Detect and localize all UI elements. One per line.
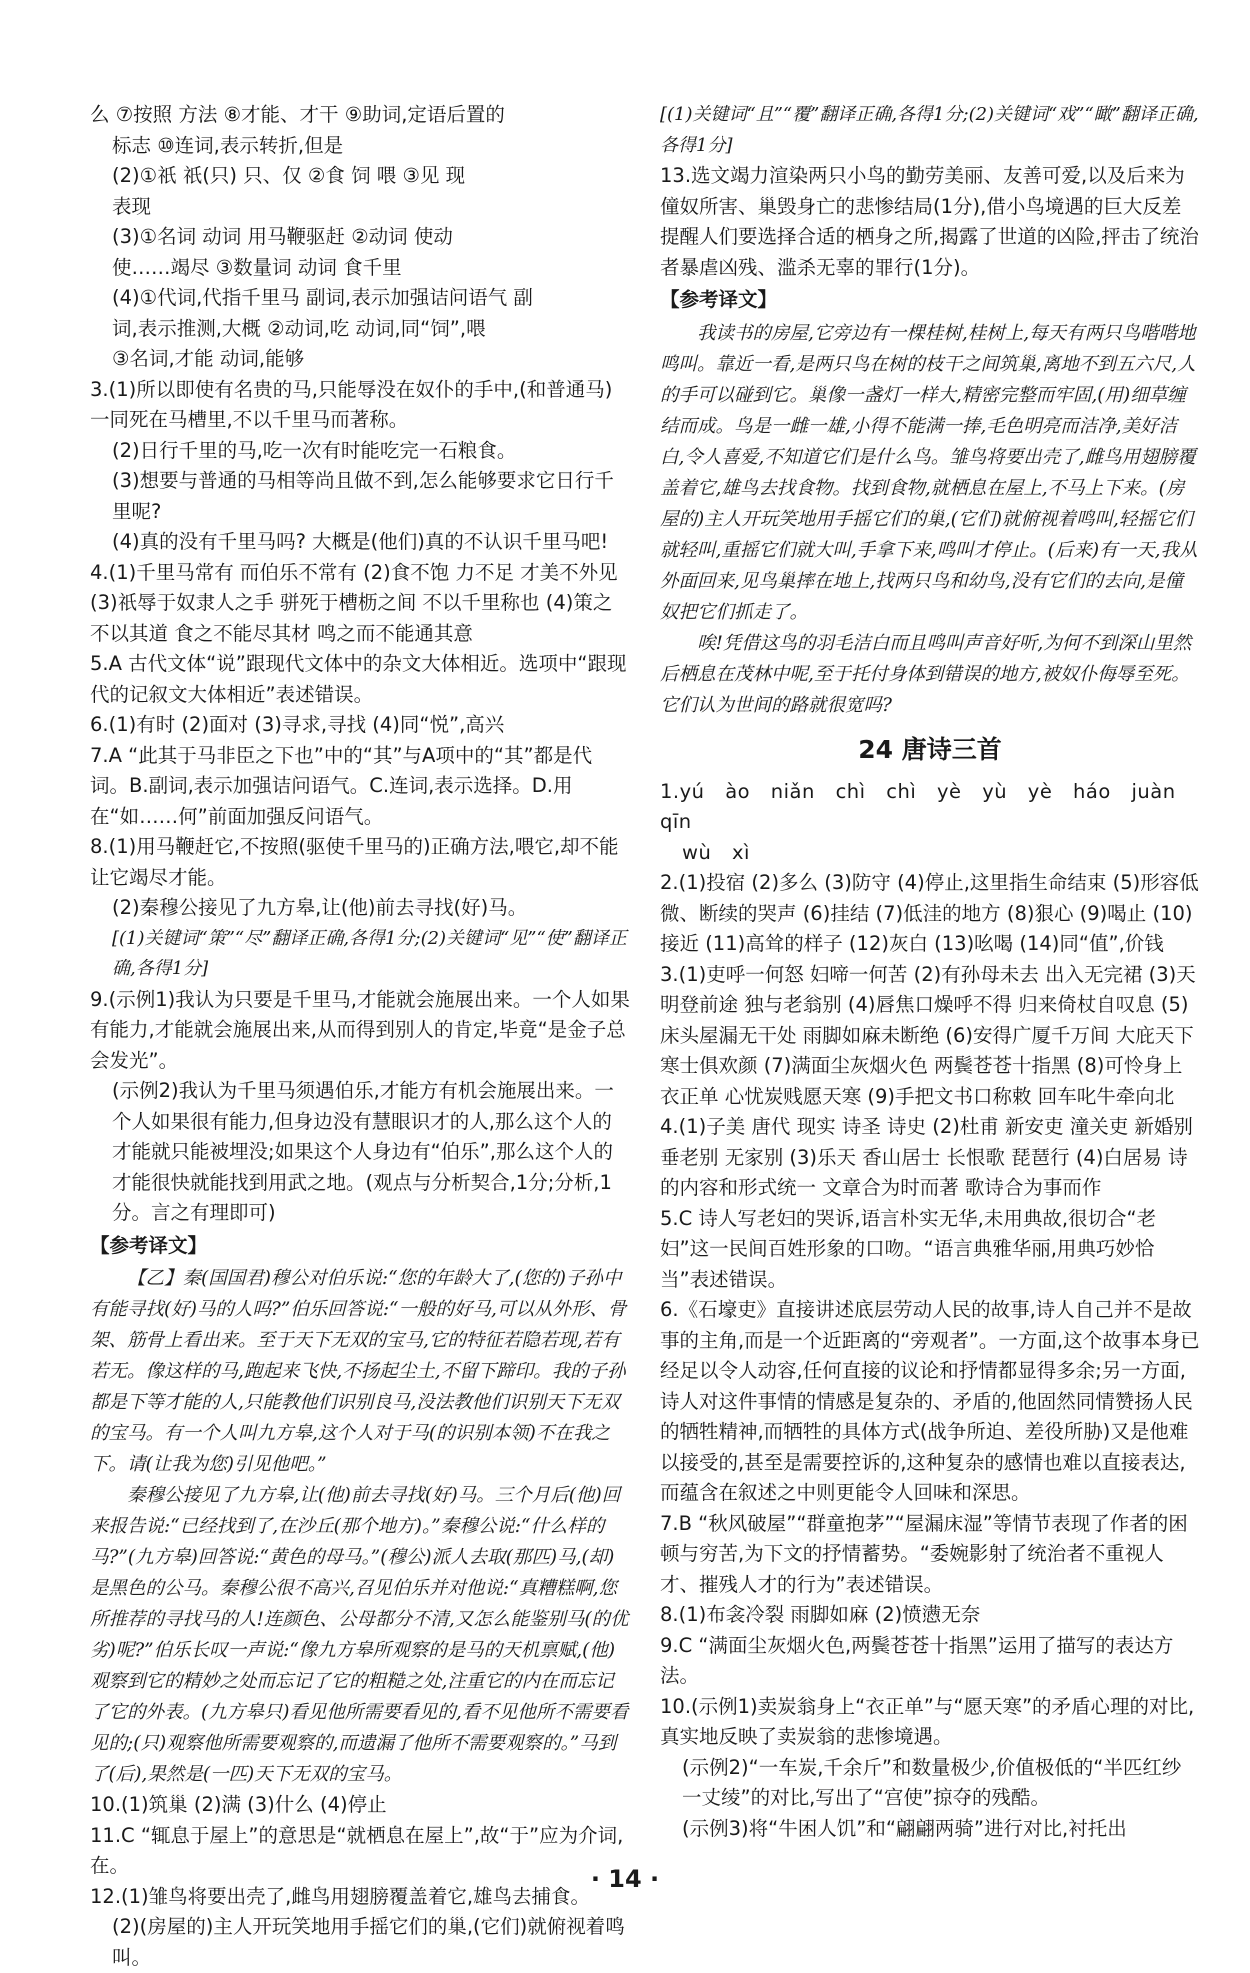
answer-1-pinyin-cont: wù xì <box>682 840 750 864</box>
line: (2)①祇 祇(只) 只、仅 ②食 饲 喂 ③见 现 <box>112 164 466 187</box>
answer-7: 7.B “秋风破屋”“群童抱茅”“屋漏床湿”等情节表现了作者的困顿与穷苦,为下文的抒情蓄势。“委婉影射了统治者不重视人才、摧残人才的行为”表述错误。 <box>660 1511 1188 1596</box>
answer-9: 9.(示例1)我认为只要是千里马,才能就会施展出来。一个人如果有能力,才能就会施展出来,从而得到别人的肯定,毕竟“是金子总会发光”。 <box>90 987 630 1072</box>
answer-6: 6.《石壕吏》直接讲述底层劳动人民的故事,诗人自己并不是故事的主角,而是一个近距离的“旁观者”。一方面,这个故事本身已经足以令人动容,任何直接的议论和抒情都显得多余;另一方面,诗人对这件事情的情感是复杂的、矛盾的,他固然同情赞扬人民的牺牲精神,而牺牲的具体方式(战争所迫、差役所胁)又是他难以接受的,甚至是需要控诉的,这种复杂的感情也难以直接表达,而蕴含在叙述之中则更能令人回味和深思。 <box>660 1298 1200 1504</box>
line: (4)①代词,代指千里马 副词,表示加强诘问语气 副 <box>112 286 533 309</box>
answer-3: 3.(1)吏呼一何怒 妇啼一何苦 (2)有孙母未去 出入无完裙 (3)天明登前途 独与老翁别 (4)唇焦口燥呼不得 归来倚杖自叹息 (5)床头屋漏无干处 雨脚如麻未断绝 (6)安得广厦千万间 大庇天下寒士俱欢颜 (7)满面尘灰烟火色 两鬓苍苍十指黑 (8)可怜身上衣正单 心忧炭贱愿天寒 (9)手把文书口称敕 回车叱牛牵向北 <box>660 962 1196 1108</box>
answer-3-3: (3)想要与普通的马相等尚且做不到,怎么能够要求它日行千里呢? <box>112 469 614 523</box>
translation-paragraph: 我读书的房屋,它旁边有一棵桂树,桂树上,每天有两只鸟喈喈地鸣叫。靠近一看,是两只鸟在树的枝干之间筑巢,离地不到五六尺,人的手可以碰到它。巢像一盏灯一样大,精密完整而牢固,(用)细草缠结而成。鸟是一雌一雄,小得不能满一捧,毛色明亮而洁净,美好洁白,令人喜爱,不知道它们是什么鸟。雏鸟将要出壳了,雌鸟用翅膀覆盖着它,雄鸟去找食物。找到食物,就栖息在屋上,不马上下来。(房屋的)主人开玩笑地用手摇它们的巢,(它们)就俯视着鸣叫,轻摇它们就轻叫,重摇它们就大叫,手拿下来,鸣叫才停止。(后来)有一天,我从外面回来,见鸟巢摔在地上,找两只鸟和幼鸟,没有它们的去向,是僮奴把它们抓走了。 <box>660 322 1198 623</box>
answer-8: 8.(1)用马鞭赶它,不按照(驱使千里马的)正确方法,喂它,却不能让它竭尽才能。 <box>90 835 619 889</box>
answer-5: 5.C 诗人写老妇的哭诉,语言朴实无华,未用典故,很切合“老妇”这一民间百姓形象的口吻。“语言典雅华丽,用典巧妙恰当”表述错误。 <box>660 1206 1157 1291</box>
reference-translation-heading: 【参考译文】 <box>90 1233 208 1257</box>
answer-5: 5.A 古代文体“说”跟现代文体中的杂文大体相近。选项中“跟现代的记叙文大体相近”表述错误。 <box>90 652 627 706</box>
line: 标志 ⑩连词,表示转折,但是 <box>112 133 344 157</box>
line: ③名词,才能 动词,能够 <box>112 347 305 370</box>
answer-13: 13.选文竭力渲染两只小鸟的勤劳美丽、友善可爱,以及后来为僮奴所害、巢毁身亡的悲惨结局(1分),借小鸟境遇的巨大反差提醒人们要选择合适的栖身之所,揭露了世道的凶险,抨击了统治者暴虐凶残、滥杀无辜的罪行(1分)。 <box>660 164 1199 279</box>
right-column <box>660 100 1200 1844</box>
answer-1-pinyin: 1.yú ào niǎn chì chì yè yù yè háo juàn qīn <box>660 779 1176 833</box>
left-column <box>90 100 630 1973</box>
line: (3)①名词 动词 用马鞭驱赶 ②动词 使动 <box>112 225 453 248</box>
answer-3-4: (4)真的没有千里马吗? 大概是(他们)真的不认识千里马吧! <box>112 530 609 553</box>
scoring-note: [(1)关键词“策”“尽”翻译正确,各得1分;(2)关键词“见”“使”翻译正确,各得1分] <box>112 927 627 979</box>
answer-9: 9.C “满面尘灰烟火色,两鬓苍苍十指黑”运用了描写的表达方法。 <box>660 1633 1174 1687</box>
answer-12-2: (2)(房屋的)主人开玩笑地用手摇它们的巢,(它们)就俯视着鸣叫。 <box>112 1915 625 1969</box>
answer-11: 11.C “辄息于屋上”的意思是“就栖息在屋上”,故“于”应为介词,在。 <box>90 1823 624 1877</box>
answer-10-3: (示例3)将“牛困人饥”和“翩翩两骑”进行对比,衬托出 <box>682 1816 1127 1840</box>
reference-translation-heading: 【参考译文】 <box>660 288 778 311</box>
answer-8: 8.(1)布衾冷裂 雨脚如麻 (2)愤懑无奈 <box>660 1603 981 1626</box>
translation-paragraph: 【乙】秦(国国君)穆公对伯乐说:“您的年龄大了,(您的)子孙中有能寻找(好)马的人吗?”伯乐回答说:“一般的好马,可以从外形、骨架、筋骨上看出来。至于天下无双的宝马,它的特征若隐若现,若有若无。像这样的马,跑起来飞快,不扬起尘土,不留下蹄印。我的子孙都是下等才能的人,只能教他们识别良马,没法教他们识别天下无双的宝马。有一个人叫九方皋,这个人对于马(的识别本领)不在我之下。请(让我为您)引见他吧。” <box>90 1268 627 1475</box>
answer-3: 3.(1)所以即使有名贵的马,只能辱没在奴仆的手中,(和普通马)一同死在马槽里,不以千里马而著称。 <box>90 377 613 431</box>
line: 表现 <box>112 194 152 218</box>
section-title: 24 唐诗三首 <box>858 734 1002 764</box>
answer-6: 6.(1)有时 (2)面对 (3)寻求,寻找 (4)同“悦”,高兴 <box>90 713 505 736</box>
answer-10: 10.(示例1)卖炭翁身上“衣正单”与“愿天寒”的矛盾心理的对比,真实地反映了卖炭翁的悲惨境遇。 <box>660 1694 1195 1748</box>
scoring-note: [(1)关键词“且”“覆”翻译正确,各得1分;(2)关键词“戏”“瞰”翻译正确,各得1分] <box>660 104 1199 156</box>
answer-3-2: (2)日行千里的马,吃一次有时能吃完一石粮食。 <box>112 438 517 462</box>
answer-7: 7.A “此其于马非臣之下也”中的“其”与A项中的“其”都是代词。B.副词,表示加强诘问语气。C.连词,表示选择。D.用在“如……何”前面加强反问语气。 <box>90 743 593 828</box>
line: 使……竭尽 ③数量词 动词 食千里 <box>112 255 402 279</box>
line: 词,表示推测,大概 ②动词,吃 动词,同“饲”,喂 <box>112 316 486 340</box>
answer-9-2: (示例2)我认为千里马须遇伯乐,才能方有机会施展出来。一个人如果很有能力,但身边没有慧眼识才的人,那么这个人的才能就只能被埋没;如果这个人身边有“伯乐”,那么这个人的才能很快就能找到用武之地。(观点与分析契合,1分;分析,1分。言之有理即可) <box>112 1079 614 1224</box>
answer-10: 10.(1)筑巢 (2)满 (3)什么 (4)停止 <box>90 1793 387 1816</box>
answer-4: 4.(1)千里马常有 而伯乐不常有 (2)食不饱 力不足 才美不外见 (3)祇辱于奴隶人之手 骈死于槽枥之间 不以千里称也 (4)策之不以其道 食之不能尽其材 鸣之而不能通其意 <box>90 560 618 645</box>
answer-12: 12.(1)雏鸟将要出壳了,雌鸟用翅膀覆盖着它,雄鸟去捕食。 <box>90 1884 591 1908</box>
line: 么 ⑦按照 方法 ⑧才能、才干 ⑨助词,定语后置的 <box>90 103 505 126</box>
answer-4: 4.(1)子美 唐代 现实 诗圣 诗史 (2)杜甫 新安吏 潼关吏 新婚别 垂老别 无家别 (3)乐天 香山居士 长恨歌 琵琶行 (4)白居易 诗的内容和形式统一 文章合为时而著 歌诗合为事而作 <box>660 1115 1193 1199</box>
answer-10-2: (示例2)“一车炭,千余斤”和数量极少,价值极低的“半匹红纱一丈绫”的对比,写出了“宫使”掠夺的残酷。 <box>682 1755 1182 1809</box>
translation-paragraph: 秦穆公接见了九方皋,让(他)前去寻找(好)马。三个月后(他)回来报告说:“已经找到了,在沙丘(那个地方)。”秦穆公说:“什么样的马?”(九方皋)回答说:“黄色的母马。”(穆公)派人去取(那匹)马,(却)是黑色的公马。秦穆公很不高兴,召见伯乐并对他说:“真糟糕啊,您所推荐的寻找马的人!连颜色、公母都分不清,又怎么能鉴别马(的优劣)呢?”伯乐长叹一声说:“像九方皋所观察的是马的天机禀赋,(他)观察到它的精妙之处而忘记了它的粗糙之处,注重它的内在而忘记了它的外表。(九方皋只)看见他所需要看见的,看不见他所不需要看见的;(只)观察他所需要观察的,而遗漏了他所不需要观察的。”马到了(后),果然是(一匹)天下无双的宝马。 <box>90 1485 629 1785</box>
page-number: · 14 · <box>590 1865 660 1893</box>
answer-2: 2.(1)投宿 (2)多么 (3)防守 (4)停止,这里指生命结束 (5)形容低微、断续的哭声 (6)挂结 (7)低洼的地方 (8)狠心 (9)喝止 (10)接近 (11)高耸的样子 (12)灰白 (13)吆喝 (14)同“值”,价钱 <box>660 871 1199 955</box>
answer-8-2: (2)秦穆公接见了九方皋,让(他)前去寻找(好)马。 <box>112 896 528 919</box>
translation-paragraph: 唉!凭借这鸟的羽毛洁白而且鸣叫声音好听,为何不到深山里然后栖息在茂林中呢,至于托付身体到错误的地方,被奴仆侮辱至死。它们认为世间的路就很宽吗? <box>660 632 1192 716</box>
